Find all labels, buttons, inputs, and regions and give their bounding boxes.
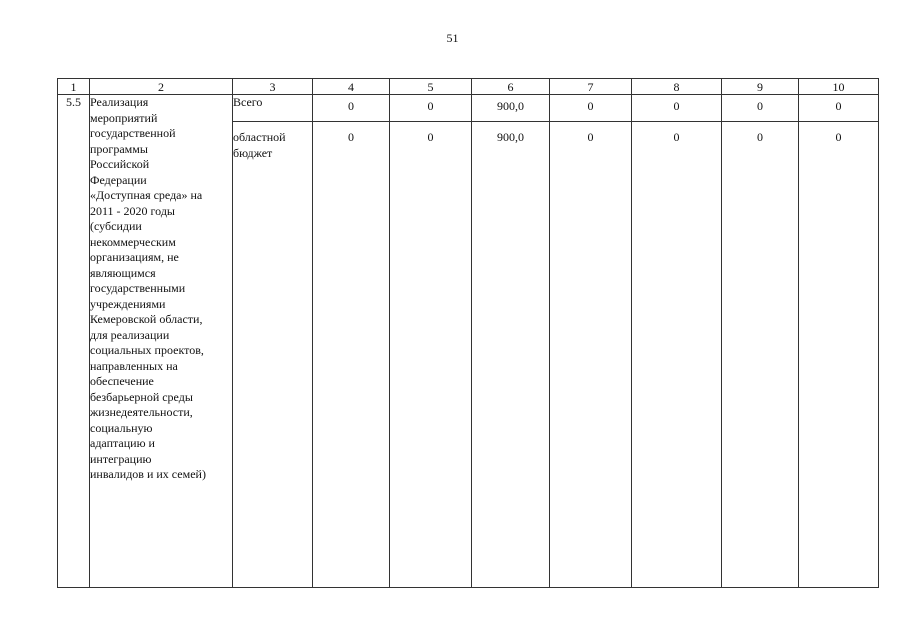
header-cell: 2 — [90, 79, 233, 95]
table-row-total — [58, 95, 879, 122]
value-cell: 900,0 — [472, 122, 550, 588]
header-cell: 3 — [233, 79, 313, 95]
budget-table — [57, 78, 879, 588]
funding-source-label: областной бюджет — [233, 122, 313, 588]
value-cell: 0 — [550, 95, 632, 122]
value-cell: 0 — [799, 95, 879, 122]
funding-source-label: Всего — [233, 95, 313, 122]
page-number: 51 — [446, 31, 459, 45]
value-cell: 900,0 — [472, 95, 550, 122]
header-cell: 4 — [313, 79, 390, 95]
value-cell: 0 — [313, 122, 390, 588]
value-cell: 0 — [632, 95, 722, 122]
row-description: Реализация мероприятий государственной программы Российской Федерации «Доступная среда» на 2011 - 2020 годы (субсидии некоммерческим организациям, не являющимся государственными учреждениями Кемеровской области, для реализации социальных проектов, направленных на обеспечение безбарьерной среды жизнедеятельности, социальную адаптацию и интеграцию инвалидов и их семей) — [90, 95, 233, 588]
header-cell: 6 — [472, 79, 550, 95]
value-cell: 0 — [632, 122, 722, 588]
value-cell: 0 — [390, 95, 472, 122]
header-cell: 8 — [632, 79, 722, 95]
header-cell: 9 — [722, 79, 799, 95]
header-cell: 1 — [58, 79, 90, 95]
header-cell: 7 — [550, 79, 632, 95]
value-cell: 0 — [722, 95, 799, 122]
value-cell: 0 — [313, 95, 390, 122]
value-cell: 0 — [550, 122, 632, 588]
value-cell: 0 — [390, 122, 472, 588]
value-cell: 0 — [799, 122, 879, 588]
header-cell: 10 — [799, 79, 879, 95]
header-cell: 5 — [390, 79, 472, 95]
row-code: 5.5 — [58, 95, 90, 588]
value-cell: 0 — [722, 122, 799, 588]
header-row — [58, 79, 879, 95]
